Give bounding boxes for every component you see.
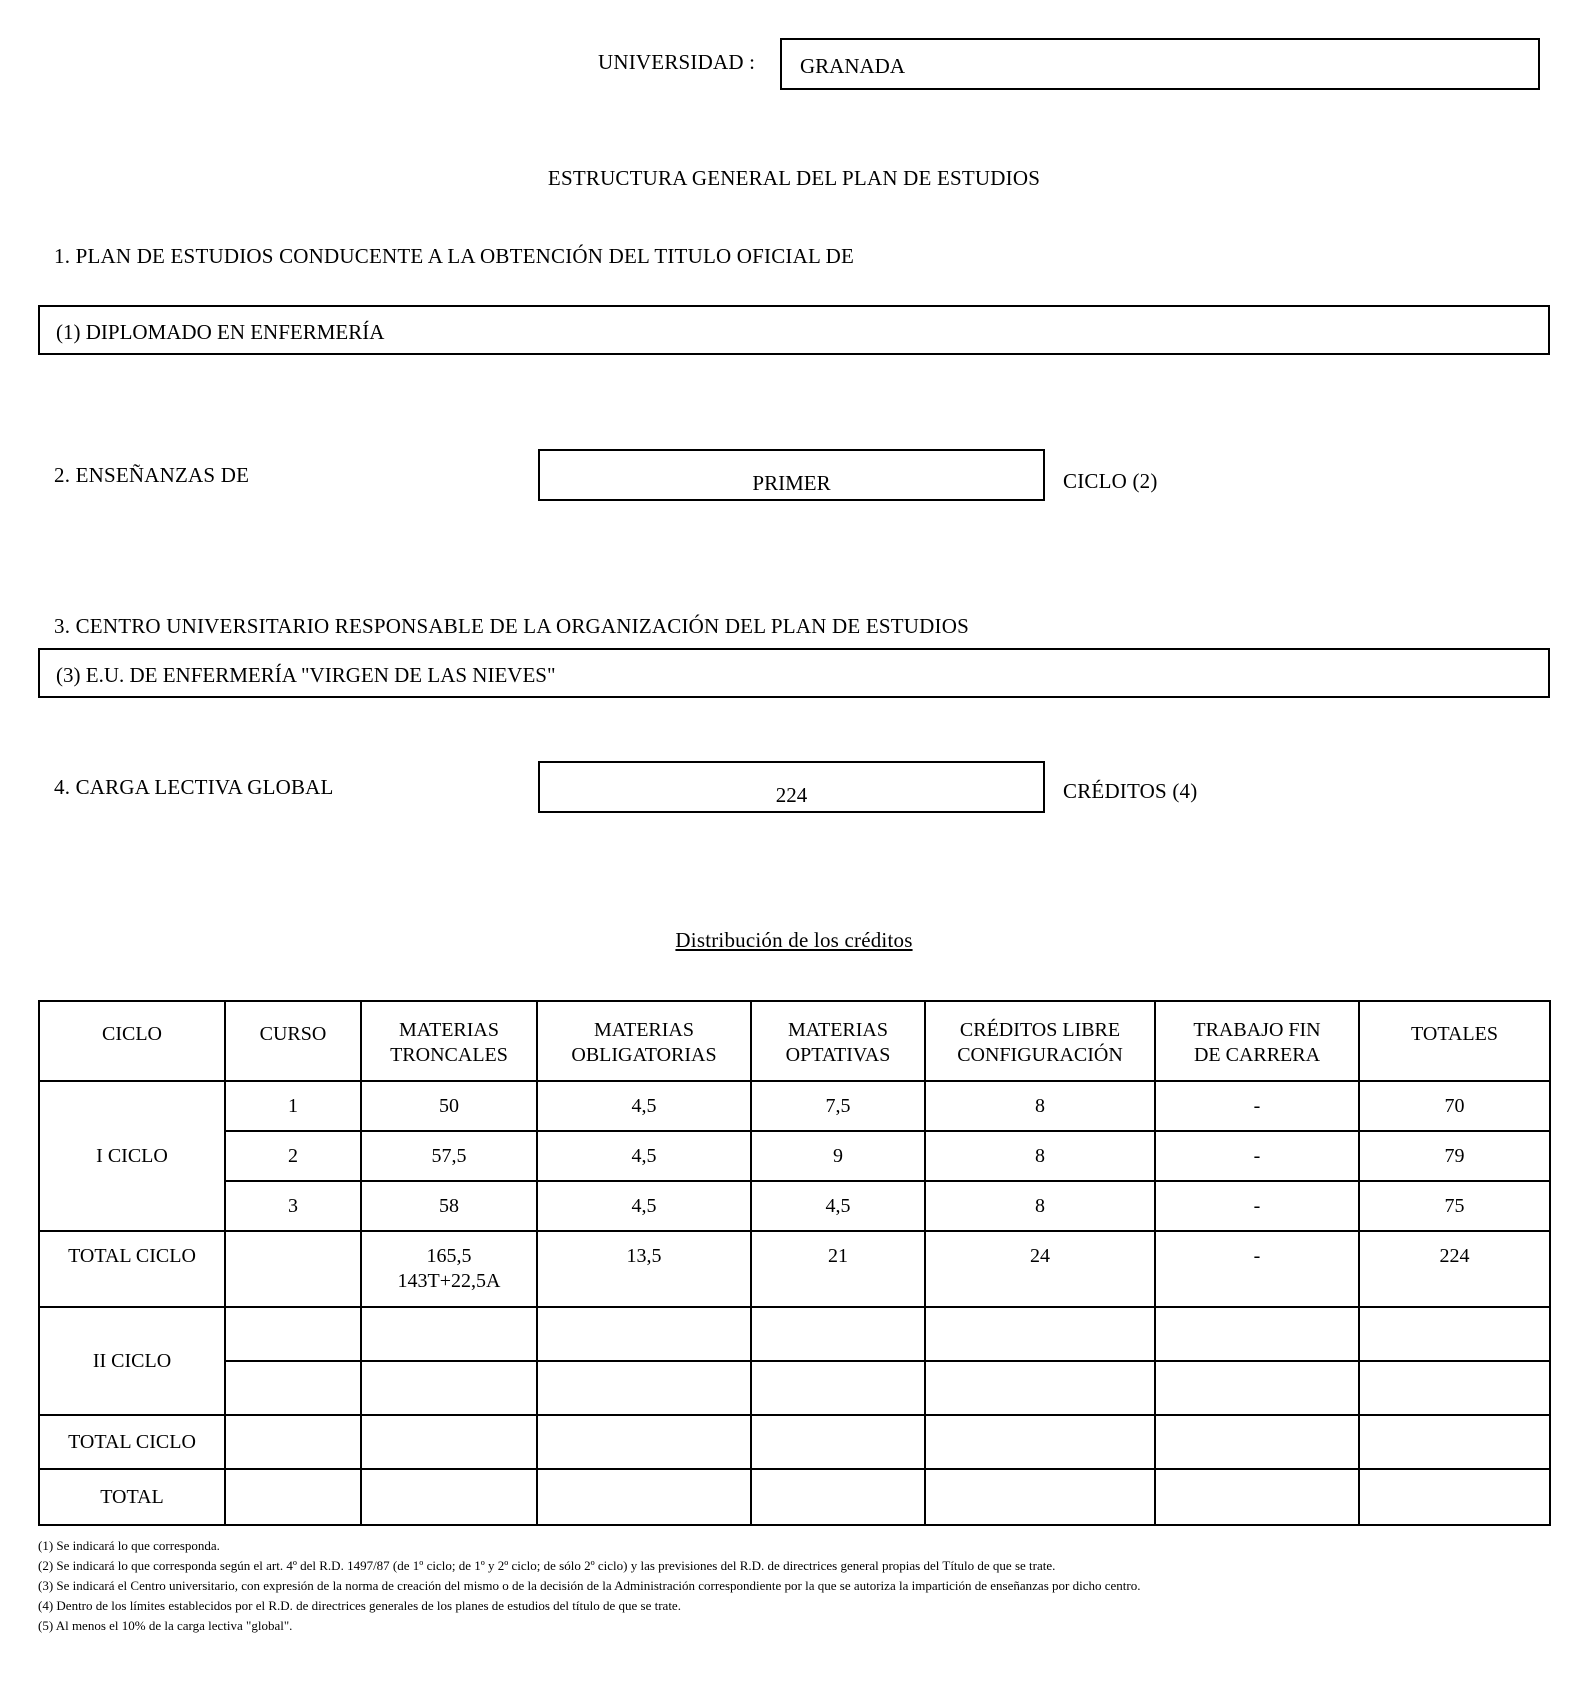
total-ciclo-1-row (39, 1231, 1550, 1307)
header-trabajo-fin-carrera: TRABAJO FIN DE CARRERA (1155, 1001, 1359, 1081)
cell-troncales: 50 (361, 1081, 537, 1131)
ciclo-1-label: I CICLO (39, 1081, 225, 1231)
cell-totales: 224 (1359, 1231, 1550, 1307)
cell-empty (361, 1307, 537, 1361)
cell-empty (1155, 1361, 1359, 1415)
cell-libre: 8 (925, 1131, 1155, 1181)
table-row (39, 1361, 1550, 1415)
table-row (39, 1081, 1550, 1131)
cell-empty (361, 1415, 537, 1469)
section-4-suffix: CRÉDITOS (4) (1063, 779, 1198, 803)
cell-totales: 79 (1359, 1131, 1550, 1181)
header-ciclo: CICLO (39, 1001, 225, 1081)
cell-empty (537, 1307, 751, 1361)
footnote-3: (3) Se indicará el Centro universitario, con expresión de la norma de creación del mismo o de la decisión de la Administración correspondiente por la que se autoriza la impartición de enseñanzas por dicho centro. (38, 1578, 1141, 1593)
cell-empty (925, 1415, 1155, 1469)
section-2-label: 2. ENSEÑANZAS DE (54, 463, 250, 487)
total-row (39, 1469, 1550, 1525)
cell-empty (1155, 1469, 1359, 1525)
cell-optativas: 9 (751, 1131, 925, 1181)
carga-value: 224 (775, 783, 808, 807)
ensenanzas-field (538, 449, 1045, 501)
cell-troncales: 58 (361, 1181, 537, 1231)
cell-optativas: 21 (751, 1231, 925, 1307)
header-libre-configuracion: CRÉDITOS LIBRE CONFIGURACIÓN (925, 1001, 1155, 1081)
cell-obligatorias: 13,5 (537, 1231, 751, 1307)
cell-empty (1359, 1415, 1550, 1469)
cell-curso: 2 (225, 1131, 361, 1181)
cell-empty (1359, 1361, 1550, 1415)
section-3-label: 3. CENTRO UNIVERSITARIO RESPONSABLE DE LA ORGANIZACIÓN DEL PLAN DE ESTUDIOS (54, 614, 969, 638)
cell-trabajo: - (1155, 1231, 1359, 1307)
footnotes (38, 1536, 1140, 1636)
cell-empty (537, 1415, 751, 1469)
ensenanzas-value: PRIMER (752, 471, 831, 495)
table-row (39, 1131, 1550, 1181)
cell-libre: 8 (925, 1081, 1155, 1131)
ciclo-2-label: II CICLO (39, 1307, 225, 1415)
carga-field (538, 761, 1045, 813)
cell-empty (925, 1469, 1155, 1525)
footnote-4: (4) Dentro de los límites establecidos por el R.D. de directrices generales de los planes de estudios del título de que se trate. (38, 1598, 681, 1613)
table-row (39, 1307, 1550, 1361)
cell-trabajo: - (1155, 1081, 1359, 1131)
credits-distribution-table (38, 1000, 1551, 1526)
cell-empty (751, 1469, 925, 1525)
cell-empty (537, 1469, 751, 1525)
cell-troncales: 165,5 143T+22,5A (361, 1231, 537, 1307)
header-curso: CURSO (225, 1001, 361, 1081)
footnote-2: (2) Se indicará lo que corresponda según el art. 4º del R.D. 1497/87 (de 1º ciclo; de 1º y 2º ciclo; de sólo 2º ciclo) y las previsiones del R.D. de directrices general propias del Título de que se trate. (38, 1558, 1056, 1573)
universidad-field (780, 38, 1540, 90)
cell-empty (1155, 1415, 1359, 1469)
cell-libre: 8 (925, 1181, 1155, 1231)
cell-empty (751, 1361, 925, 1415)
table-row (39, 1181, 1550, 1231)
table-header-row (39, 1001, 1550, 1081)
cell-empty (225, 1415, 361, 1469)
cell-trabajo: - (1155, 1181, 1359, 1231)
cell-obligatorias: 4,5 (537, 1181, 751, 1231)
centro-value: (3) E.U. DE ENFERMERÍA "VIRGEN DE LAS NIEVES" (56, 663, 556, 687)
universidad-value: GRANADA (800, 54, 905, 78)
total-ciclo-2-row (39, 1415, 1550, 1469)
cell-empty (361, 1361, 537, 1415)
cell-empty (751, 1307, 925, 1361)
page-title: ESTRUCTURA GENERAL DEL PLAN DE ESTUDIOS (547, 166, 1041, 190)
header-troncales: MATERIAS TRONCALES (361, 1001, 537, 1081)
cell-trabajo: - (1155, 1131, 1359, 1181)
cell-optativas: 4,5 (751, 1181, 925, 1231)
distribution-title: Distribución de los créditos (675, 928, 913, 952)
cell-libre: 24 (925, 1231, 1155, 1307)
cell-empty (225, 1361, 361, 1415)
cell-obligatorias: 4,5 (537, 1081, 751, 1131)
cell-totales: 70 (1359, 1081, 1550, 1131)
section-4-label: 4. CARGA LECTIVA GLOBAL (54, 775, 334, 799)
total-label: TOTAL (39, 1469, 225, 1525)
cell-empty (925, 1361, 1155, 1415)
cell-optativas: 7,5 (751, 1081, 925, 1131)
universidad-label: UNIVERSIDAD : (598, 50, 756, 74)
header-optativas: MATERIAS OPTATIVAS (751, 1001, 925, 1081)
cell-empty (537, 1361, 751, 1415)
cell-empty (225, 1307, 361, 1361)
cell-empty (751, 1415, 925, 1469)
total-ciclo-2-label: TOTAL CICLO (39, 1415, 225, 1469)
cell-curso: 3 (225, 1181, 361, 1231)
centro-field (38, 648, 1550, 698)
header-totales: TOTALES (1359, 1001, 1550, 1081)
cell-totales: 75 (1359, 1181, 1550, 1231)
cell-curso (225, 1231, 361, 1307)
total-ciclo-1-label: TOTAL CICLO (39, 1231, 225, 1307)
section-2-suffix: CICLO (2) (1063, 469, 1158, 493)
footnote-5: (5) Al menos el 10% de la carga lectiva "global". (38, 1618, 293, 1633)
cell-empty (1359, 1469, 1550, 1525)
cell-empty (1155, 1307, 1359, 1361)
titulo-field (38, 305, 1550, 355)
cell-troncales: 57,5 (361, 1131, 537, 1181)
cell-empty (361, 1469, 537, 1525)
header-obligatorias: MATERIAS OBLIGATORIAS (537, 1001, 751, 1081)
cell-curso: 1 (225, 1081, 361, 1131)
cell-empty (225, 1469, 361, 1525)
cell-empty (1359, 1307, 1550, 1361)
cell-obligatorias: 4,5 (537, 1131, 751, 1181)
cell-empty (925, 1307, 1155, 1361)
titulo-value: (1) DIPLOMADO EN ENFERMERÍA (56, 320, 385, 344)
section-1-label: 1. PLAN DE ESTUDIOS CONDUCENTE A LA OBTENCIÓN DEL TITULO OFICIAL DE (54, 244, 855, 268)
footnote-1: (1) Se indicará lo que corresponda. (38, 1538, 220, 1553)
